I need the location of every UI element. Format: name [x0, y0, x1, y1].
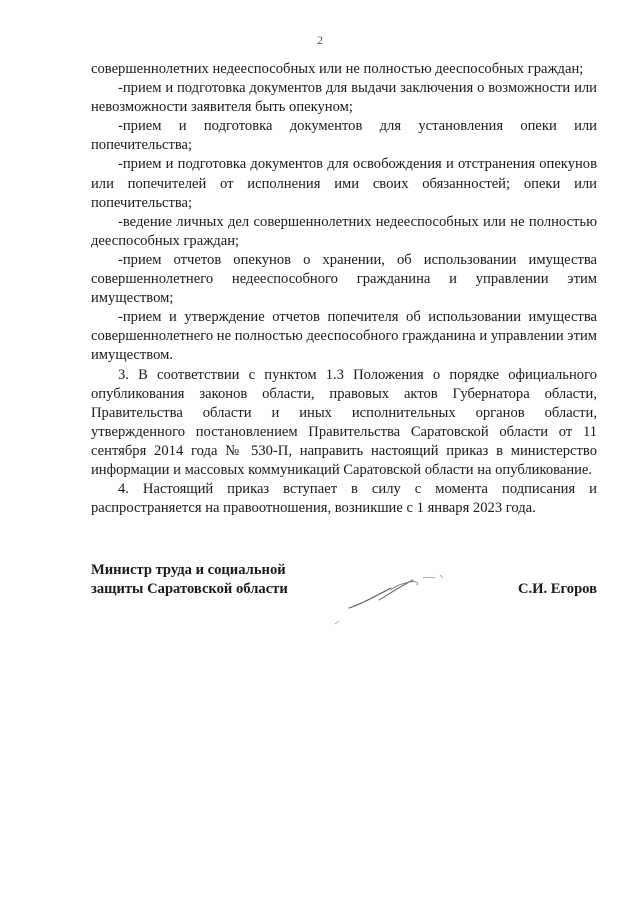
paragraph-item: -прием и подготовка документов для установления опеки или попечительства; — [91, 118, 597, 154]
signatory-name: С.И. Егоров — [517, 581, 597, 597]
paragraph-item: -ведение личных дел совершеннолетних недееспособных или не полностью дееспособных граждан; — [91, 213, 597, 249]
handwritten-signature — [331, 566, 461, 626]
signatory-title-line-2: защиты Саратовской области — [91, 581, 288, 597]
paragraph-item: -прием отчетов опекунов о хранении, об использовании имущества совершеннолетнего недееспособного гражданина и управлении этим имуществом; — [91, 251, 597, 307]
paragraph-item: -прием и подготовка документов для освобождения и отстранения опекунов или попечителей от исполнения ими своих обязанностей; опеки или попечительства; — [91, 156, 597, 211]
signature-block — [91, 561, 597, 631]
paragraph-clause-4: 4. Настоящий приказ вступает в силу с момента подписания и распространяется на правоотношения, возникшие с 1 января 2023 года. — [91, 481, 597, 517]
document-body — [91, 60, 597, 518]
signatory-title — [91, 561, 288, 599]
paragraph-item: -прием и подготовка документов для выдачи заключения о возможности или невозможности заявителя быть опекуном; — [91, 80, 597, 116]
signatory-title-line-1: Министр труда и социальной — [91, 562, 286, 578]
paragraph-item: -прием и утверждение отчетов попечителя об использовании имущества совершеннолетнего не полностью дееспособного гражданина и управлении этим имуществом. — [91, 309, 597, 364]
paragraph-clause-3: 3. В соответствии с пунктом 1.3 Положения о порядке официального опубликования законов области, правовых актов Губернатора области, Правительства области и иных исполнительных органов области, утвержденного постановлением Правительства Саратовской области от 11 сентября 2014 года № 530-П, направить настоящий приказ в министерство информации и массовых коммуникаций Саратовской области на опубликование. — [91, 366, 597, 478]
page-number: 2 — [317, 33, 323, 47]
paragraph-continuation: совершеннолетних недееспособных или не полностью дееспособных граждан; — [91, 61, 584, 77]
